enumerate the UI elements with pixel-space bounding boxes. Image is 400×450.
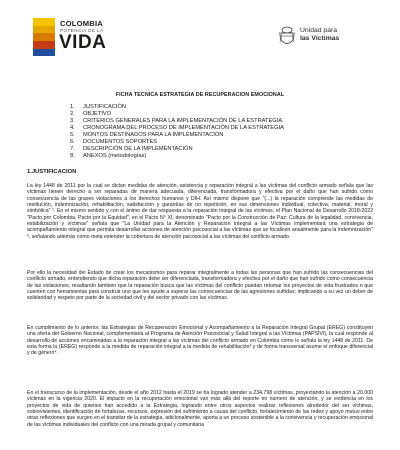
- section-heading-justificacion: 1.JUSTIFICACION: [27, 169, 77, 175]
- logo-color-stripes-icon: [33, 18, 55, 56]
- logo-line-3: VIDA: [59, 32, 107, 53]
- document-title: FICHA TECNICA ESTRATEGIA DE RECUPERACION EMOCIONAL: [115, 92, 285, 98]
- toc-item: [70, 146, 284, 153]
- body-paragraph: En cumplimiento de lo anterior, las Estrategias de Recuperación Emocional y Acompañamiento a la Reparación Integral Grupal (EREG) constituyen una oferta del Gobierno Nacional, complementaria al Programa de Atención Psicosocial y Salud Integral a las Víctimas (PAPSIVI), la cual responde al desarrollo de acciones encaminadas a la reparación integral a las víctimas del conflicto armado en Colombia como lo señala la ley 1448 de 2011. De esta forma la (EREG) responde a la medida de reparación integral a la medida de rehabilitación³ y de forma transversal asume el enfoque diferencial y de género⁴.: [27, 325, 373, 357]
- toc-item-number: 2.: [70, 111, 75, 117]
- toc-item-number: 8.: [70, 153, 75, 159]
- toc-item-label: MONTOS DESTINADOS PARA LA IMPLEMENTACIÓN: [83, 132, 224, 138]
- toc-item-number: 7.: [70, 146, 75, 152]
- toc-item-label: ANEXOS (metodologías): [83, 153, 147, 159]
- logo-line-1: COLOMBIA: [60, 19, 103, 28]
- toc-item: [70, 111, 284, 118]
- toc-item-label: CRONOGRAMA DEL PROCESO DE IMPLEMENTACIÓN DE LA ESTRATEGIA: [83, 125, 284, 131]
- body-paragraph: La ley 1448 de 2011 por la cual se dictan medidas de atención, asistencia y reparación integral a las víctimas del conflicto armado señala que las víctimas tienen derecho a ser reparadas de manera adecuada, diferenciada, transformadora y efectiva por el daño que han sufrido como consecuencia de las graves violaciones a los derechos humanos y DIH. Así mismo dispone que "(...) la reparación comprende las medidas de restitución, indemnización, rehabilitación, satisfacción y garantías de no repetición, en sus dimensiones individual, colectiva, material, moral y simbólica" ¹. En el mismo sentido y con el ánimo de dar respuesta a la reparación integral de las víctimas, el Plan Nacional de Desarrollo 2018-2022 "Pacto por Colombia, Pacto por la Equidad", en el Pacto N° XI, denominado "Pacto por la Construcción de Paz: Cultura de la legalidad, convivencia, estabilización y víctimas" señala que "La Unidad para la Atención y Reparación Integral a las Víctimas implementará una estrategia de acompañamiento integral que permita desarrollar acciones de atención psicosocial a las víctimas que se focalicen anualmente para la indemnización" ², señalando además como meta extender la cobertura de atención psicosocial a las víctimas del conflicto armado.: [27, 183, 373, 240]
- toc-item-number: 1.: [70, 104, 75, 110]
- toc-item-number: 4.: [70, 125, 75, 131]
- unidad-logo-line-2: las Víctimas: [300, 35, 340, 42]
- toc-item-label: DESCRIPCIÓN DE LA IMPLEMENTACIÓN: [83, 146, 193, 152]
- toc-item-number: 6.: [70, 139, 75, 145]
- body-paragraph: En el transcurso de la implementación, desde el año 2012 hasta el 2019 se ha logrado atender a 234.798 víctimas, proyectando la atención a 20.000 víctimas en la vigencia 2020. El impacto en la recuperación emocional van más allá del reporte en número de atención, y se evidencia en los proyectos de vida de quienes han accedido a la Estrategia, logrando entre otros aspectos realizar reflexiones alrededor del ser víctimas, sobrevivientes, identificación de fortalezas, recursos, expresión del sufrimiento a causa del conflicto, fortalecimiento de las redes y apoyo mutuo entre otras reflexiones que surgen en el transitar de la estrategia, adicionalmente, aporta a un proceso sostenible a la convivencia y recuperación emocional de las víctimas individuales del conflicto con una mirada grupal y comunitaria: [27, 390, 373, 428]
- toc-item: [70, 118, 284, 125]
- toc-item-number: 5.: [70, 132, 75, 138]
- body-paragraph: Por ello la necesidad del Estado de crear los mecanismos para reparar integralmente a todas las personas que han sufrido las consecuencias del conflicto armado, entendiendo que dicha reparación debe ser diferenciada, transformadora y efectiva por el daño que han sufrido como consecuencia de las violaciones; resaltando también que la reparación busca que las víctimas del conflicto puedan retomar los proyectos de vida frustrados o que cuenten con herramientas para construir uno que les ayude a superar las consecuencias de las agresiones sufridas; implicando a su vez un deber de solidaridad y respeto por parte de la sociedad civil y del sector privado con las víctimas.: [27, 270, 373, 302]
- toc-item: [70, 104, 284, 111]
- unidad-logo-line-1: Unidad para: [300, 27, 338, 34]
- coat-of-arms-icon: [278, 26, 296, 48]
- toc-item: [70, 125, 284, 132]
- toc-item-label: CRITERIOS GENERALES PARA LA IMPLEMENTACIÓN DE LA ESTRATEGIA.: [83, 118, 284, 124]
- unidad-victimas-logo: [278, 25, 370, 51]
- logo-line-2: POTENCIA DE LA: [60, 28, 104, 33]
- toc-item-label: OBJETIVO: [83, 111, 112, 117]
- table-of-contents: [70, 104, 284, 160]
- toc-item-label: JUSTIFICACIÓN: [83, 104, 126, 110]
- toc-item-number: 3.: [70, 118, 75, 124]
- colombia-potencia-de-la-vida-logo: [33, 18, 123, 56]
- toc-item: [70, 153, 284, 160]
- toc-item: [70, 132, 284, 139]
- toc-item-label: DOCUMENTOS SOPORTES: [83, 139, 158, 145]
- toc-item: [70, 139, 284, 146]
